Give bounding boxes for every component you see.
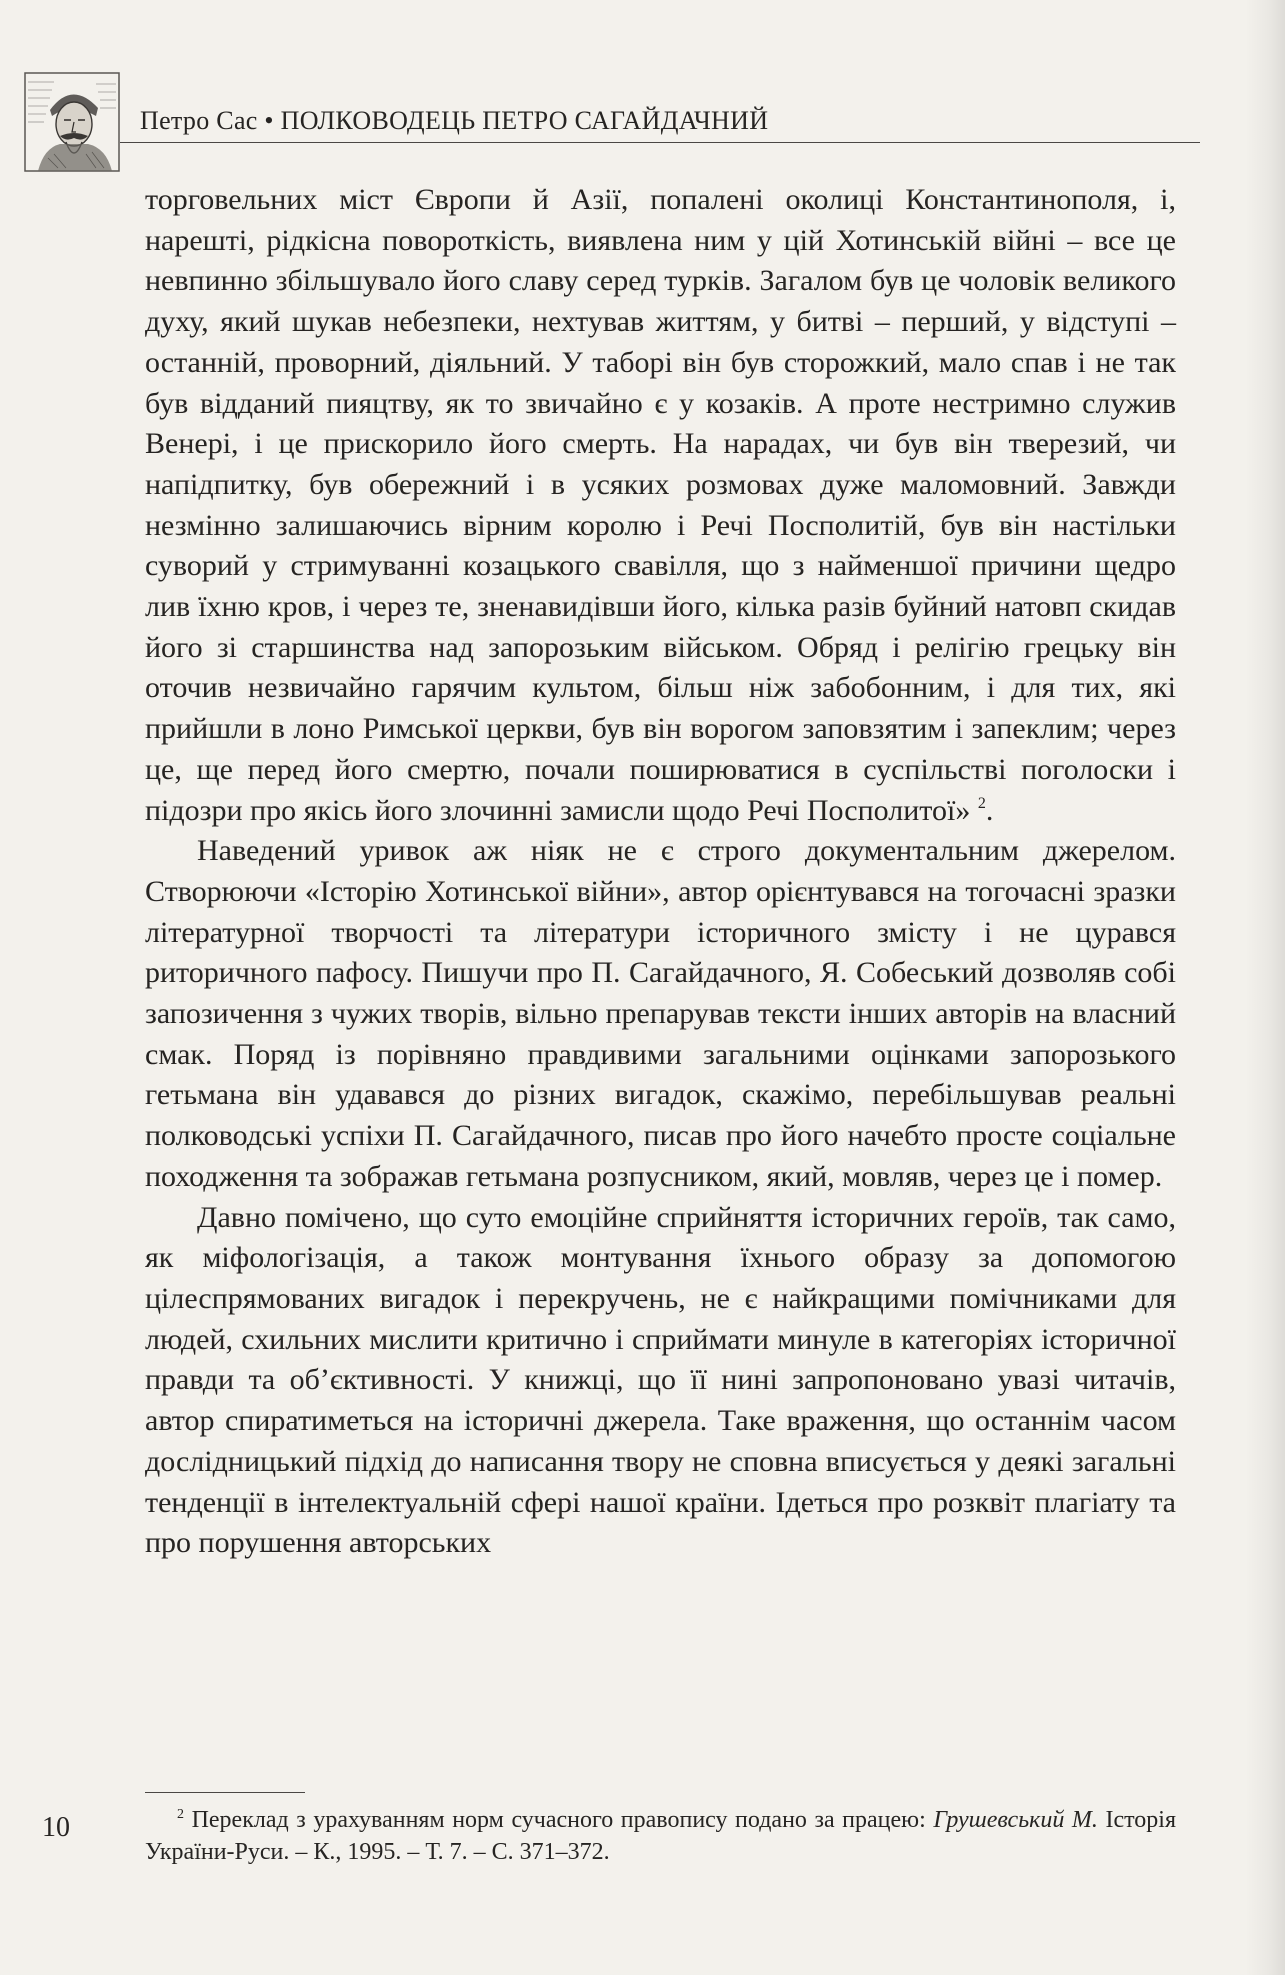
main-text: [145, 180, 1176, 1564]
paragraph-1-end: .: [985, 793, 994, 827]
footnote: [145, 1804, 1176, 1868]
footnote-source: Історія України-Руси. – К., 1995. – Т. 7. – С. 371–372.: [145, 1807, 1176, 1865]
footnote-divider: [145, 1792, 305, 1793]
footnote-text: Переклад з урахуванням норм сучасного правопису подано за працею:: [184, 1807, 934, 1833]
paragraph-3: Давно помічено, що суто емоційне сприйняття історичних героїв, так само, як міфологізація, а також монтування їхнього образу за допомогою цілеспрямованих вигадок і перекручень, не є найкращими помічниками для людей, схильних мислити критично і сприймати минуле в категоріях історичної правди та об’єктивності. У книжці, що її нині запропоновано увазі читачів, автор спиратиметься на історичні джерела. Таке враження, що останнім часом дослідницький підхід до написання твору не сповна вписується у деякі загальні тенденції в інтелектуальній сфері нашої країни. Ідеться про розквіт плагіату та про порушення авторських: [145, 1200, 1176, 1560]
footnote-reference: 2: [977, 794, 986, 812]
footnote-mark: 2: [177, 1807, 184, 1822]
running-head: Петро Сас • ПОЛКОВОДЕЦЬ ПЕТРО САГАЙДАЧНИЙ: [140, 106, 769, 135]
page-header: [24, 72, 1174, 172]
page-number: 10: [42, 1812, 70, 1843]
portrait-engraving-icon: [24, 72, 120, 172]
paragraph-1: [145, 180, 1176, 831]
paragraph-1-text: торговельних міст Європи й Азії, попалені околиці Константинополя, і, нарешті, рідкісна повороткість, виявлена ним у цій Хотинській війні – все це невпинно збільшувало його славу серед турків. Загалом був це чоловік великого духу, який шукав небезпеки, нехтував життям, у битві – перший, у відступі – останній, проворний, діяльний. У таборі він був сторожкий, мало спав і не так був відданий пияцтву, як то звичайно є у козаків. А проте нестримно служив Венері, і це прискорило його смерть. На нарадах, чи був він тверезий, чи напідпитку, був обережний і в усяких розмовах дуже маломовний. Завжди незмінно залишаючись вірним королю і Речі Посполитій, був він настільки суворий у стримуванні козацького свавілля, що з найменшої причини щедро лив їхню кров, і через те, зненавидівши його, кілька разів буйний натовп скидав його зі старшинства над запорозьким військом. Обряд і релігію грецьку він оточив незвичайно гарячим культом, більш ніж забобонним, і для тих, які прийшли в лоно Римської церкви, був він ворогом заповзятим і запеклим; через це, ще перед його смертю, почали поширюватися в суспільстві поголоски і підозри про якісь його злочинні замисли щодо Речі Посполитої»: [145, 183, 1176, 827]
paragraph-2: Наведений уривок аж ніяк не є строго документальним джерелом. Створюючи «Історію Хотинської війни», автор орієнтувався на тогочасні зразки літературної творчості та літератури історичного змісту і не цурався риторичного пафосу. Пишучи про П. Сагайдачного, Я. Собеський дозволяв собі запозичення з чужих творів, вільно препарував тексти інших авторів на власний смак. Поряд із порівняно правдивими загальними оцінками запорозького гетьмана він удавався до різних вигадок, скажімо, перебільшував реальні полководські успіхи П. Сагайдачного, писав про його начебто просте соціальне походження та зображав гетьмана розпусником, який, мовляв, через це і помер.: [145, 834, 1176, 1193]
page-edge-shadow: [1245, 0, 1285, 1975]
header-rule: [120, 142, 1200, 143]
footnote-author: Грушевський М.: [933, 1807, 1098, 1833]
